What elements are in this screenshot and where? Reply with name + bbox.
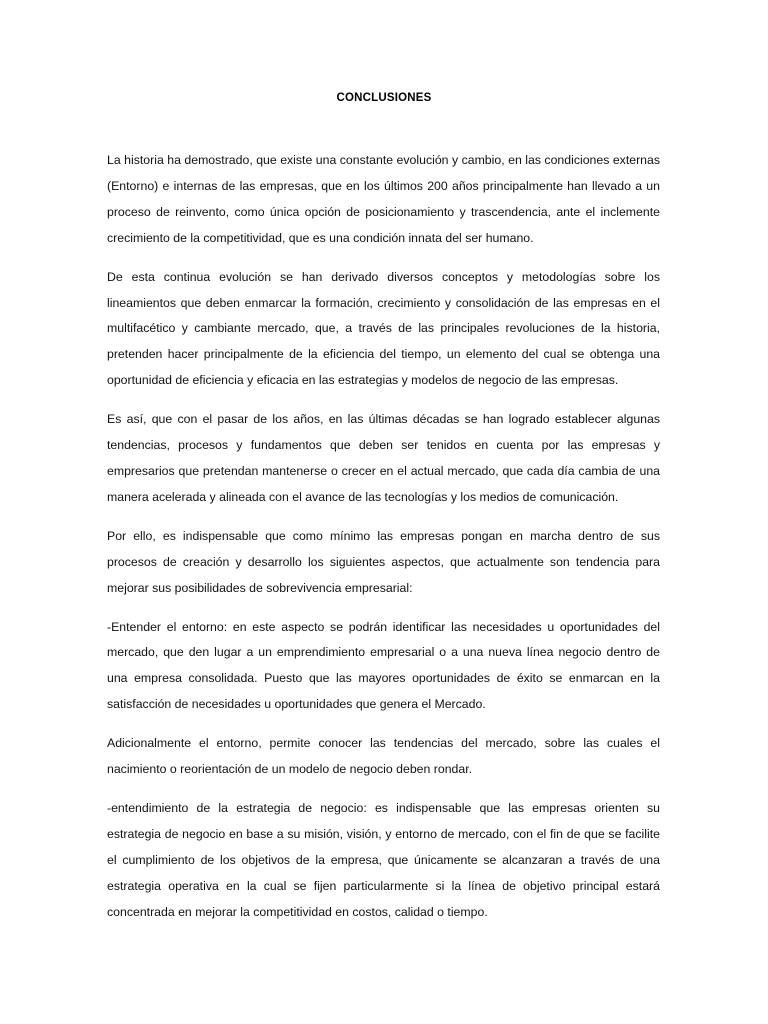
document-title: CONCLUSIONES xyxy=(336,92,432,104)
paragraph-1: La historia ha demostrado, que existe una constante evolución y cambio, en las condiciones externas (Entorno) e internas de las empresas, que en los últimos 200 años principalmente han llevado a un proceso de reinvento, como única opción de posicionamiento y trascendencia, ante el inclemente crecimiento de la competitividad, que es una condición innata del ser humano. xyxy=(107,153,660,245)
paragraph-5: -Entender el entorno: en este aspecto se podrán identificar las necesidades u oportunidades del mercado, que den lugar a un emprendimiento empresarial o a una nueva línea negocio dentro de una empresa consolidada. Puesto que las mayores oportunidades de éxito se enmarcan en la satisfacción de necesidades u oportunidades que genera el Mercado. xyxy=(107,619,660,712)
paragraph-6: Adicionalmente el entorno, permite conocer las tendencias del mercado, sobre las cuales el nacimiento o reorientación de un modelo de negocio deben rondar. xyxy=(107,736,660,777)
paragraph-2: De esta continua evolución se han derivado diversos conceptos y metodologías sobre los lineamientos que deben enmarcar la formación, crecimiento y consolidación de las empresas en el multifacético y cambiante mercado, que, a través de las principales revoluciones de la historia, pretenden hacer principalmente de la eficiencia del tiempo, un elemento del cual se obtenga una oportunidad de eficiencia y eficacia en las estrategias y modelos de negocio de las empresas. xyxy=(107,269,660,388)
paragraph-4: Por ello, es indispensable que como mínimo las empresas pongan en marcha dentro de sus procesos de creación y desarrollo los siguientes aspectos, que actualmente son tendencia para mejorar sus posibilidades de sobrevivencia empresarial: xyxy=(107,528,660,595)
paragraph-7: -entendimiento de la estrategia de negocio: es indispensable que las empresas orienten su estrategia de negocio en base a su misión, visión, y entorno de mercado, con el fin de que se facilite el cumplimiento de los objetivos de la empresa, que únicamente se alcanzaran a través de una estrategia operativa en la cual se fijen particularmente si la línea de objetivo principal estará concentrada en mejorar la competitividad en costos, calidad o tiempo. xyxy=(107,800,660,919)
paragraph-3: Es así, que con el pasar de los años, en las últimas décadas se han logrado establecer algunas tendencias, procesos y fundamentos que deben ser tenidos en cuenta por las empresas y empresarios que pretendan mantenerse o crecer en el actual mercado, que cada día cambia de una manera acelerada y alineada con el avance de las tecnologías y los medios de comunicación. xyxy=(107,412,660,504)
document-body xyxy=(107,148,660,938)
